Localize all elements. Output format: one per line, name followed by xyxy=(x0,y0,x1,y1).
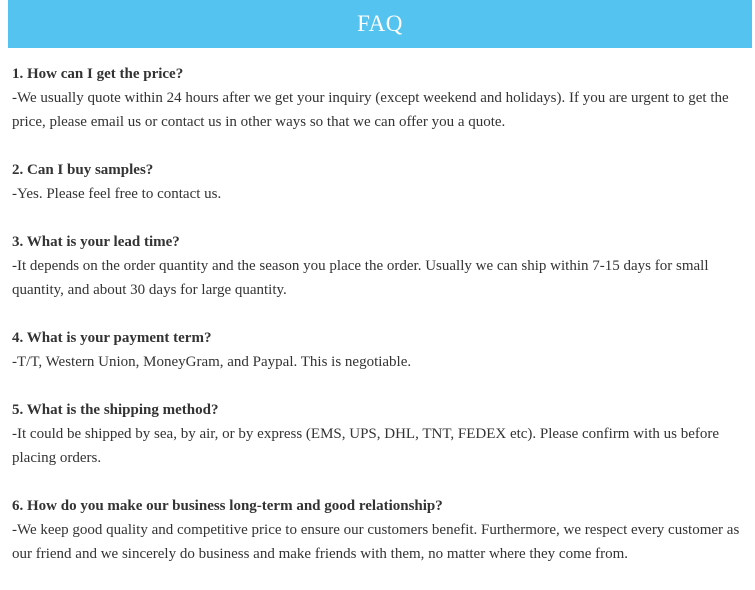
faq-item-5 xyxy=(12,398,754,470)
faq-answer-3: -It depends on the order quantity and the season you place the order. Usually we can ship within 7-15 days for small quantity, and about 30 days for large quantity. xyxy=(12,258,709,298)
faq-question-4: 4. What is your payment term? xyxy=(12,330,212,346)
faq-item-2 xyxy=(12,158,754,206)
faq-question-6: 6. How do you make our business long-term and good relationship? xyxy=(12,498,443,514)
faq-question-1: 1. How can I get the price? xyxy=(12,66,184,82)
faq-header-banner xyxy=(8,0,752,48)
faq-item-4 xyxy=(12,326,754,374)
faq-answer-4: -T/T, Western Union, MoneyGram, and Paypal. This is negotiable. xyxy=(12,354,412,370)
faq-question-2: 2. Can I buy samples? xyxy=(12,162,154,178)
faq-item-6 xyxy=(12,494,754,566)
page-title: FAQ xyxy=(357,11,403,36)
faq-answer-6: -We keep good quality and competitive price to ensure our customers benefit. Furthermore, we respect every customer as our friend and we sincerely do business and make friends with them, no matter where they come from. xyxy=(12,522,740,562)
faq-item-3 xyxy=(12,230,754,302)
faq-answer-1: -We usually quote within 24 hours after we get your inquiry (except weekend and holidays). If you are urgent to get the price, please email us or contact us in other ways so that we can offer you a quote. xyxy=(12,90,729,130)
faq-question-5: 5. What is the shipping method? xyxy=(12,402,219,418)
faq-list xyxy=(12,62,754,590)
faq-answer-2: -Yes. Please feel free to contact us. xyxy=(12,186,222,202)
faq-question-3: 3. What is your lead time? xyxy=(12,234,180,250)
faq-item-1 xyxy=(12,62,754,134)
faq-answer-5: -It could be shipped by sea, by air, or by express (EMS, UPS, DHL, TNT, FEDEX etc). Please confirm with us before placing orders. xyxy=(12,426,720,466)
